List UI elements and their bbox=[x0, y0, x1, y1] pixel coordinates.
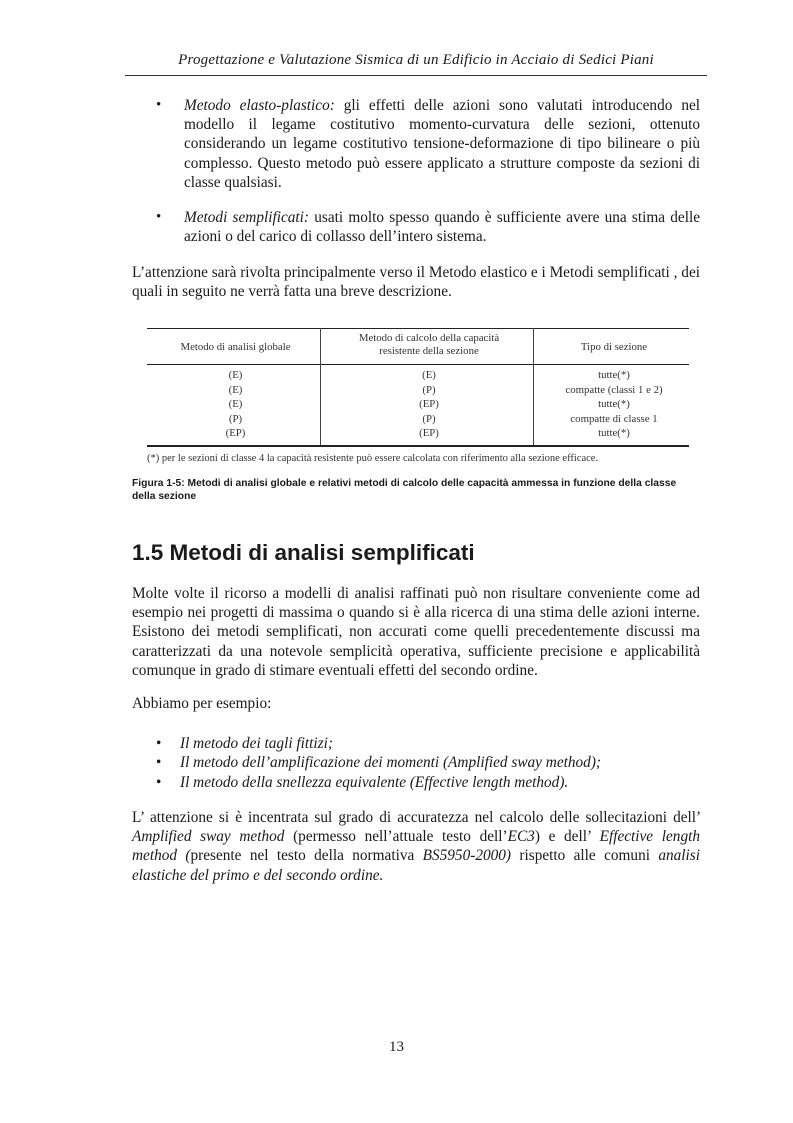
text-run: ) e dell’ bbox=[534, 828, 591, 846]
table-divider bbox=[533, 328, 534, 445]
text-run: presente nel testo della normativa bbox=[190, 847, 415, 865]
list-item-text: Il metodo dell’amplificazione dei momenti (Amplified sway method); bbox=[180, 754, 602, 772]
table-cell: compatte di classe 1 bbox=[570, 412, 658, 425]
text-run: (permesso nell’attuale testo dell’ bbox=[293, 828, 508, 846]
figure-caption: Figura 1-5: Metodi di analisi globale e relativi metodi di calcolo delle capacità ammessa in funzione della classe della sezione bbox=[132, 478, 677, 502]
table-header-section-type: Tipo di sezione bbox=[580, 341, 648, 353]
table-cell: (E) bbox=[228, 369, 243, 381]
paragraph-accuracy bbox=[132, 808, 700, 885]
table-cell: (P) bbox=[422, 383, 436, 396]
bullet-term: Metodi semplificati: bbox=[184, 209, 310, 226]
page-number: 13 bbox=[389, 1039, 404, 1055]
table-cell: compatte (classi 1 e 2) bbox=[565, 383, 663, 396]
table-cell: (E) bbox=[228, 398, 243, 410]
table-divider bbox=[320, 328, 321, 445]
table-column-capacity bbox=[345, 368, 513, 441]
bullet-term: Metodo elasto-plastico: bbox=[184, 97, 335, 114]
bullet-dot: • bbox=[156, 773, 162, 791]
list-item-text: Il metodo della snellezza equivalente (Effective length method). bbox=[180, 773, 569, 791]
list-item bbox=[156, 753, 696, 772]
table-bottom-rule bbox=[147, 445, 689, 447]
text-run-italic: Amplified sway method bbox=[132, 828, 285, 846]
bullet-text: usati molto spesso quando è sufficiente avere una stima delle azioni o del carico di collasso dell’intero sistema. bbox=[184, 209, 700, 246]
bullet-dot: • bbox=[156, 209, 162, 225]
table-cell: tutte(*) bbox=[598, 369, 630, 381]
table-cell: tutte(*) bbox=[598, 398, 630, 410]
table-cell: (E) bbox=[228, 383, 243, 396]
list-item bbox=[156, 773, 696, 792]
bullet-semplificati bbox=[156, 208, 700, 246]
table-footnote: (*) per le sezioni di classe 4 la capacità resistente può essere calcolata con riferimento alla sezione efficace. bbox=[147, 453, 599, 464]
table-column-analysis bbox=[153, 368, 318, 441]
text-run-italic: BS5950-2000) bbox=[422, 847, 512, 865]
text-run: rispetto alle comuni bbox=[519, 847, 650, 865]
bullet-elasto-plastico bbox=[156, 96, 700, 192]
table-cell: (E) bbox=[422, 369, 436, 381]
table-header-rule bbox=[147, 364, 689, 365]
table-cell: tutte(*) bbox=[598, 427, 630, 439]
table-cell: (P) bbox=[422, 412, 436, 425]
text-run-italic: analisi elastiche del primo e del secondo ordine. bbox=[132, 847, 701, 884]
text-run-italic: EC3 bbox=[507, 828, 535, 846]
bullet-text: gli effetti delle azioni sono valutati introducendo nel modello il legame costitutivo momento-curvatura delle sezioni, ottenuto considerando un legame costitutivo tensione-deformazione di tipo bilineare o più complesso. Questo metodo può essere applicato a strutture composte da sezioni di classe qualsiasi. bbox=[184, 97, 701, 191]
methods-table bbox=[145, 327, 691, 467]
table-cell: (EP) bbox=[419, 427, 439, 439]
table-top-rule bbox=[147, 328, 689, 329]
text-run: L’ attenzione si è incentrata sul grado di accuratezza nel calcolo delle sollecitazioni dell’ bbox=[132, 809, 700, 826]
running-header: Progettazione e Valutazione Sismica di un Edificio in Acciaio di Sedici Piani bbox=[178, 52, 654, 68]
table-header-analysis: Metodo di analisi globale bbox=[180, 341, 291, 353]
bullet-dot: • bbox=[156, 735, 162, 752]
paragraph-examples: Abbiamo per esempio: bbox=[132, 695, 272, 712]
header-rule bbox=[125, 75, 707, 76]
table-header-capacity: Metodo di calcolo della capacità resistente della sezione bbox=[358, 332, 500, 357]
table-cell: (P) bbox=[228, 412, 243, 425]
list-item-text: Il metodo dei tagli fittizi; bbox=[180, 735, 333, 752]
list-item bbox=[156, 734, 696, 753]
text-run-italic: Effective length method ( bbox=[132, 828, 700, 865]
table-column-section-type bbox=[540, 368, 688, 441]
table-cell: (EP) bbox=[419, 398, 439, 410]
bullet-dot: • bbox=[156, 97, 162, 113]
methods-list bbox=[156, 734, 696, 792]
section-heading: 1.5 Metodi di analisi semplificati bbox=[132, 540, 475, 565]
table-cell: (EP) bbox=[225, 427, 246, 439]
bullet-dot: • bbox=[156, 754, 162, 772]
paragraph-intro-methods: Molte volte il ricorso a modelli di analisi raffinati può non risultare conveniente come ad esempio nei progetti di massima o quando si è alla ricerca di una stima delle azioni interne. Esistono dei metodi semplificati, non accurati come quelli precedentemente discussi ma caratterizzati da una notevole semplicità operativa, sufficiente precisione e applicabilità comunque in grado di stimare eventuali effetti del secondo ordine. bbox=[132, 585, 700, 679]
intro-paragraph: L’attenzione sarà rivolta principalmente verso il Metodo elastico e i Metodi semplificati , dei quali in seguito ne verrà fatta una breve descrizione. bbox=[132, 264, 700, 301]
